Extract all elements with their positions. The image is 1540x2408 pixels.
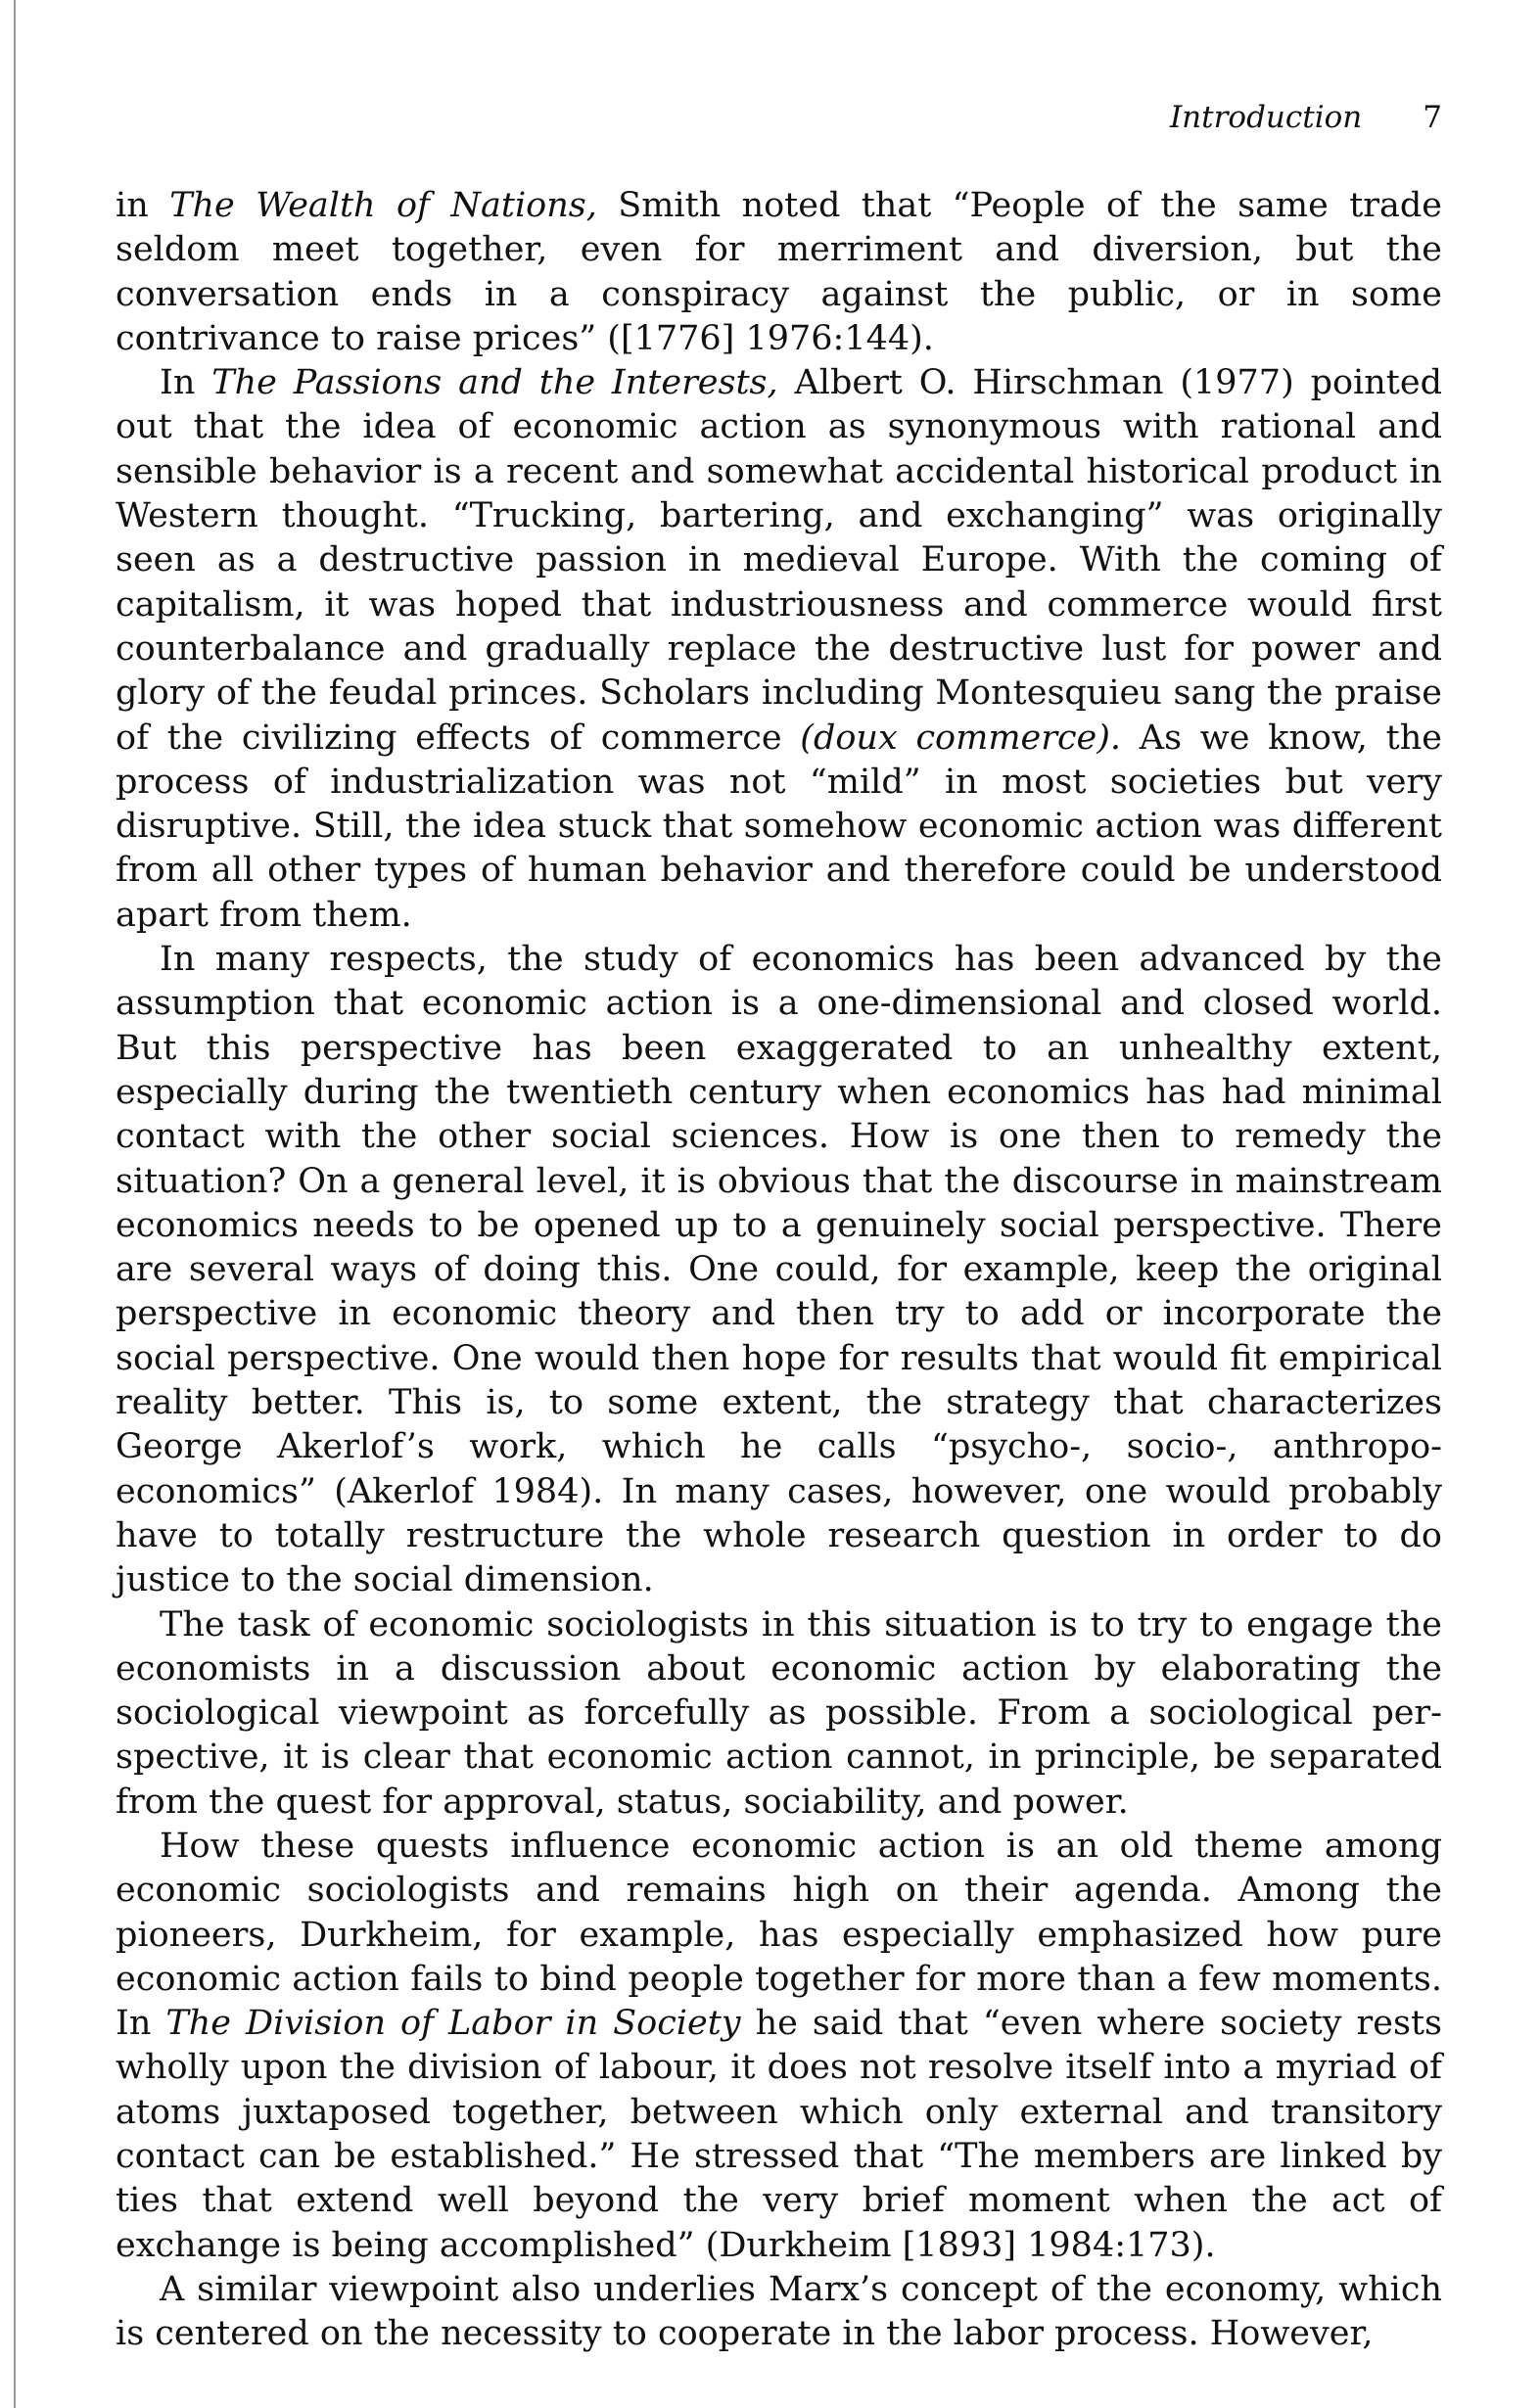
running-head	[0, 98, 1442, 137]
book-title-passions-and-interests: The Passions and the Interests,	[211, 363, 778, 403]
italic-term-doux-commerce: (doux commerce).	[800, 718, 1122, 758]
body-text	[116, 184, 1442, 2357]
book-title-wealth-of-nations: The Wealth of Nations,	[169, 186, 597, 225]
paragraph-5	[116, 1825, 1442, 2268]
paragraph-4	[116, 1603, 1442, 1825]
section-title: Introduction	[1169, 100, 1363, 135]
paragraph-2	[116, 361, 1442, 938]
text-run: As we know, the process of industrialization was not “mild” in most societies but very disruptive. Still, the idea stuck that somehow economic action was different from all other types of human behavior and therefore could be understood apart from them.	[116, 718, 1442, 935]
text-run: In many respects, the study of economics has been advanced by the assumption that economic action is a one-dimensional and closed world. But this perspective has been exaggerated to an unhealthy extent, especially during the twentieth century when economics has had minimal contact with the other social sciences. How is one then to remedy the situation? On a general level, it is obvious that the discourse in mainstream economics needs to be opened up to a genuinely social perspective. There are several ways of doing this. One could, for example, keep the original perspective in economic theory and then try to add or incorporate the social perspective. One would then hope for results that would fit empirical reality better. This is, to some extent, the strategy that characterizes George Akerlof’s work, which he calls “psycho-, socio-, anthropo-economics” (Akerlof 1984). In many cases, however, one would probably have to totally restructure the whole research question in order to do justice to the social dimension.	[116, 940, 1442, 1600]
text-run: The task of economic sociologists in this situation is to try to engage the economists in a discussion about economic action by elaborating the sociological viewpoint as forcefully as possible. From a sociological perspective, it is clear that economic action cannot, in principle, be separated from the quest for approval, status, sociability, and power.	[116, 1604, 1442, 1822]
text-run: How these quests influence economic action is an old theme among economic sociologists and remains high on their agenda. Among the pioneers, Durkheim, for example, has especially emphasized how pure economic action fails to bind people together for more than a few moments. In	[116, 1826, 1442, 2044]
text-run: In	[160, 363, 212, 403]
text-run: A similar viewpoint also underlies Marx’s concept of the economy, which is centered on the necessity to cooperate in the labor process. However,	[116, 2269, 1442, 2354]
book-title-division-of-labor: The Division of Labor in Society	[165, 2004, 741, 2044]
paragraph-1	[116, 184, 1442, 361]
page-margin-rule	[14, 0, 16, 2408]
paragraph-6	[116, 2268, 1442, 2357]
page-number: 7	[1423, 100, 1442, 135]
text-run: Smith noted that “People of the same trade seldom meet together, even for merriment and diversion, but the conversation ends in a conspiracy against the public, or in some contrivance to raise prices” ([1776] 1976:144).	[116, 186, 1442, 358]
text-run: in	[116, 186, 170, 225]
paragraph-3	[116, 938, 1442, 1602]
text-run: he said that “even where society rests wholly upon the division of labour, it does not resolve itself into a myriad of atoms juxtaposed together, between which only external and transitory contact can be established.” He stressed that “The members are linked by ties that extend well beyond the very brief moment when the act of exchange is being accomplished” (Durkheim [1893] 1984:173).	[116, 2004, 1442, 2265]
text-run: Albert O. Hirschman (1977) pointed out that the idea of economic action as synonymous with rational and sensible behavior is a recent and somewhat accidental historical product in Western thought. “Trucking, bartering, and exchanging” was originally seen as a destructive passion in medieval Europe. With the coming of capitalism, it was hoped that industriousness and commerce would first counterbalance and gradually replace the destructive lust for power and glory of the feudal princes. Scholars including Montesquieu sang the praise of the civilizing effects of commerce	[116, 363, 1442, 758]
